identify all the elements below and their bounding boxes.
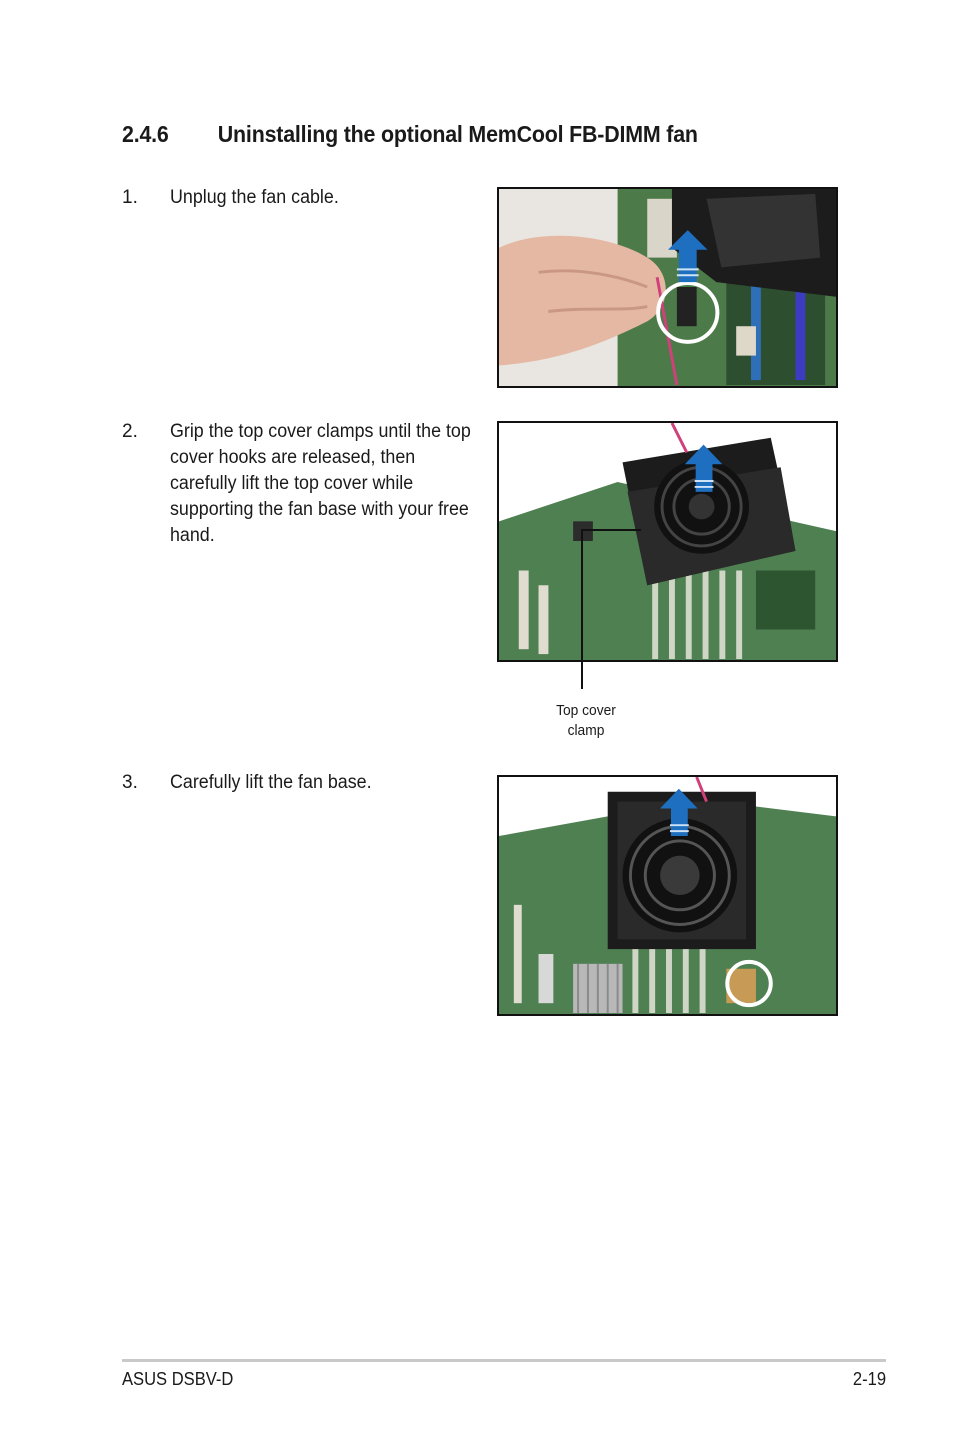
footer-product-name: ASUS DSBV-D: [122, 1369, 234, 1389]
section-heading: [122, 121, 698, 148]
step-text: Carefully lift the fan base.: [170, 772, 372, 793]
photo-unplug-fan-cable: [497, 187, 838, 388]
section-number: 2.4.6: [122, 121, 169, 147]
step-number: 3.: [122, 772, 138, 793]
callout-leader-line: [581, 529, 641, 531]
footer-page-number: 2-19: [852, 1369, 886, 1389]
footer-rule: [122, 1359, 886, 1362]
step-number: 1.: [122, 187, 138, 208]
section-title: Uninstalling the optional MemCool FB-DIMM fan: [217, 121, 698, 147]
photo-lift-top-cover: [497, 421, 838, 662]
callout-leader-line: [581, 529, 583, 689]
step-text: Unplug the fan cable.: [170, 187, 339, 208]
step-1: [122, 185, 477, 211]
step-number: 2.: [122, 421, 138, 442]
step-3: [122, 770, 477, 796]
step-2: [122, 419, 477, 549]
step-text: Grip the top cover clamps until the top cover hooks are released, then carefully lift the top cover while supporting the fan base with your free hand.: [170, 421, 471, 546]
photo-lift-fan-base: [497, 775, 838, 1016]
callout-top-cover-clamp: Top cover clamp: [556, 702, 616, 739]
